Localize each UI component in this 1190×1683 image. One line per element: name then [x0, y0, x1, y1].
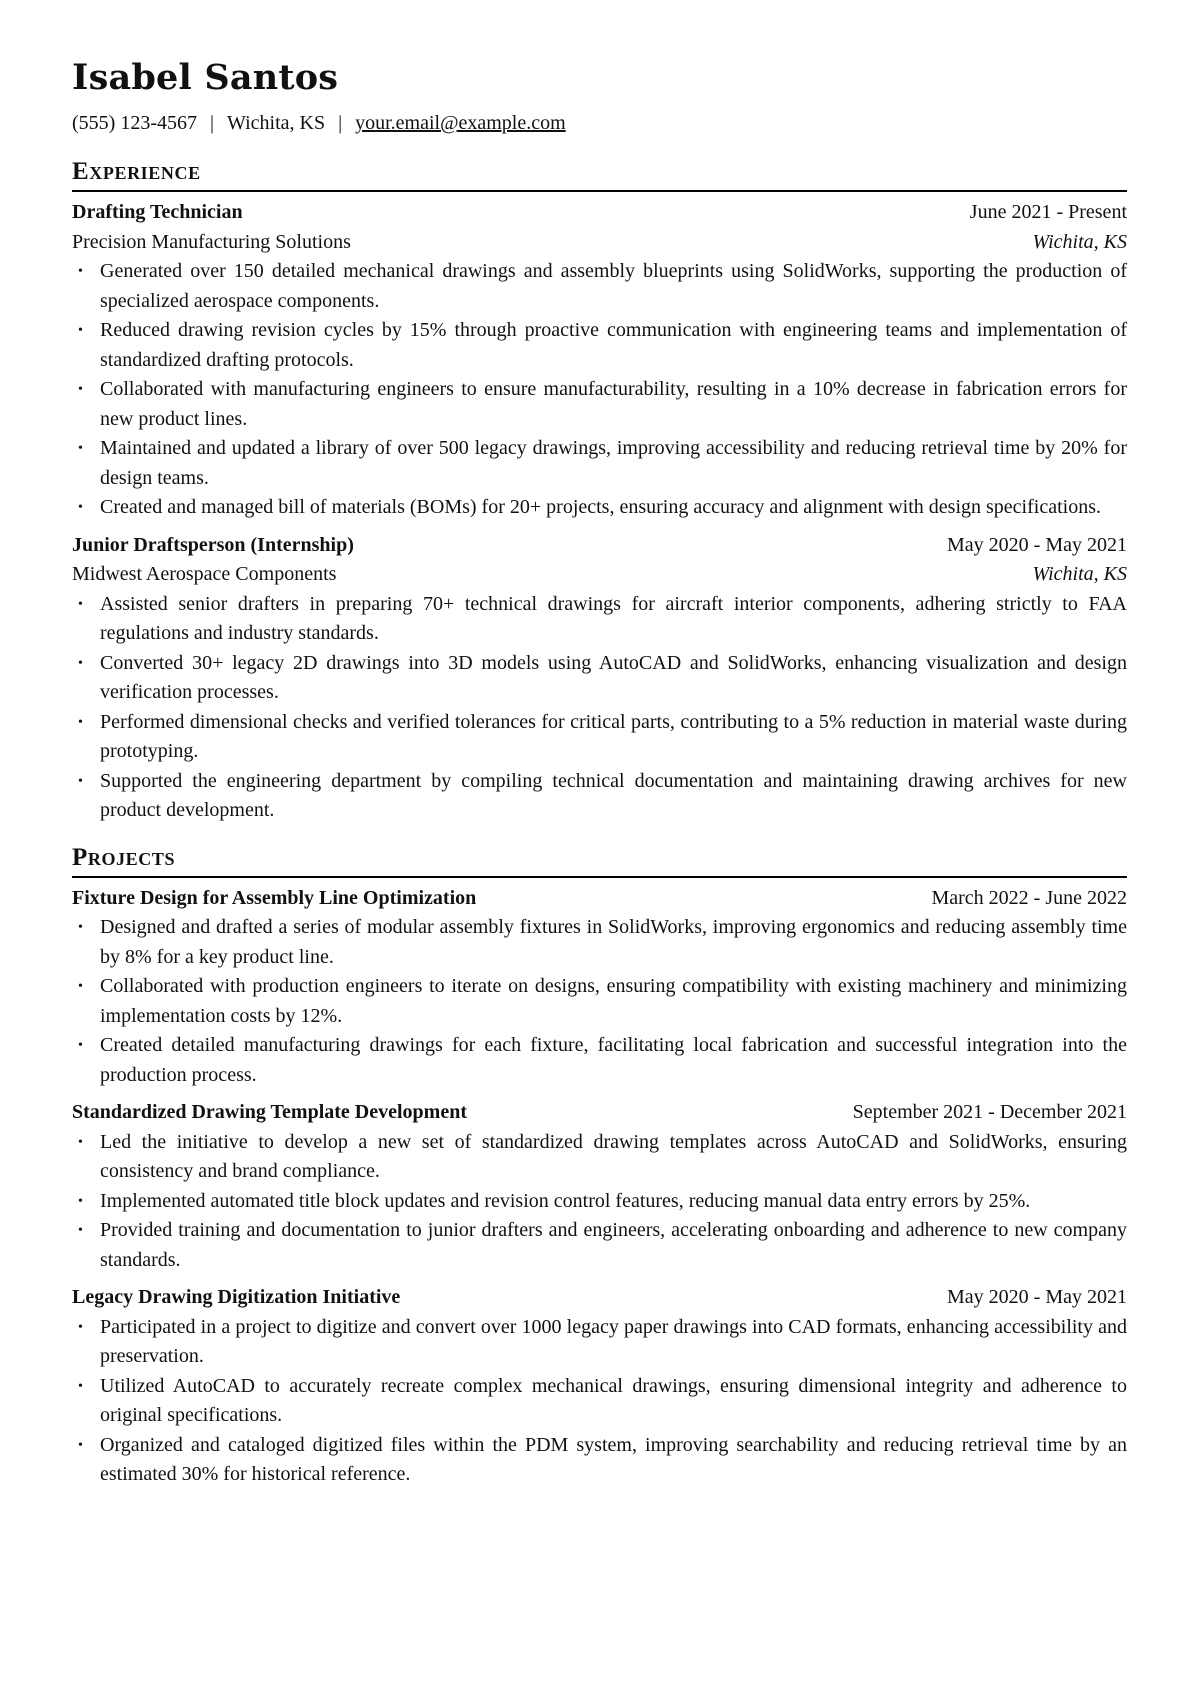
list-item [72, 972, 1127, 1031]
section-title-projects: Projects [72, 843, 176, 871]
projects-section [72, 844, 1127, 1490]
project-dates: September 2021 - December 2021 [852, 1101, 1127, 1123]
bullet-icon: • [78, 979, 83, 994]
experience-section [72, 158, 1127, 826]
list-item [72, 1187, 1127, 1217]
bullet-text: Maintained and updated a library of over 500 legacy drawings, improving accessibility and reducing retrieval time by 20% for design teams. [100, 437, 1127, 489]
list-item [72, 375, 1127, 434]
bullet-text: Provided training and documentation to junior drafters and engineers, accelerating onboarding and adherence to new company standards. [100, 1219, 1127, 1271]
bullet-icon: • [78, 920, 83, 935]
bullet-text: Converted 30+ legacy 2D drawings into 3D models using AutoCAD and SolidWorks, enhancing visualization and design verification processes. [100, 651, 1127, 703]
bullet-text: Reduced drawing revision cycles by 15% through proactive communication with engineering teams and implementation of standardized drafting protocols. [100, 319, 1127, 371]
list-item [72, 257, 1127, 316]
bullet-text: Utilized AutoCAD to accurately recreate complex mechanical drawings, ensuring dimensional integrity and adherence to original specifications. [100, 1374, 1127, 1426]
bullet-icon: • [78, 441, 83, 456]
bullet-icon: • [78, 1319, 83, 1335]
list-item [72, 1216, 1127, 1275]
bullet-icon: • [78, 1223, 83, 1238]
bullet-list [72, 913, 1127, 1090]
company-name: Midwest Aerospace Components [72, 563, 337, 585]
list-item [72, 1031, 1127, 1090]
bullet-text: Assisted senior drafters in preparing 70+ technical drawings for aircraft interior components, adhering strictly to FAA regulations and industry standards. [100, 592, 1127, 644]
bullet-text: Generated over 150 detailed mechanical drawings and assembly blueprints using SolidWorks, supporting the production of specialized aerospace components. [100, 260, 1127, 312]
list-item [72, 767, 1127, 826]
bullet-icon: • [78, 500, 83, 515]
bullet-text: Collaborated with production engineers to iterate on designs, ensuring compatibility with existing machinery and minimizing implementation costs by 12%. [100, 975, 1127, 1027]
bullet-icon: • [78, 1378, 83, 1394]
project-name: Standardized Drawing Template Development [72, 1101, 467, 1123]
bullet-icon: • [78, 264, 83, 279]
separator: | [338, 112, 343, 134]
list-item [72, 1431, 1127, 1490]
bullet-icon: • [78, 655, 83, 671]
project-dates: May 2020 - May 2021 [947, 1286, 1127, 1308]
project-dates: March 2022 - June 2022 [931, 886, 1127, 909]
bullet-icon: • [78, 323, 83, 338]
candidate-name: Isabel Santos [72, 57, 339, 98]
phone-number: (555) 123-4567 [72, 112, 197, 134]
bullet-list [72, 1128, 1127, 1276]
bullet-list [72, 257, 1127, 523]
bullet-text: Led the initiative to develop a new set of standardized drawing templates across AutoCAD and SolidWorks, ensuring consistency and brand compliance. [100, 1130, 1127, 1182]
bullet-icon: • [78, 1134, 83, 1150]
list-item [72, 649, 1127, 708]
list-item [72, 590, 1127, 649]
bullet-text: Created and managed bill of materials (BOMs) for 20+ projects, ensuring accuracy and alignment with design specifications. [100, 496, 1101, 518]
project-name: Fixture Design for Assembly Line Optimization [72, 886, 477, 909]
bullet-text: Organized and cataloged digitized files within the PDM system, improving searchability and reducing retrieval time by an estimated 30% for historical reference. [100, 1433, 1127, 1485]
experience-entry [72, 198, 1127, 523]
list-item [72, 913, 1127, 972]
bullet-text: Collaborated with manufacturing engineers to ensure manufacturability, resulting in a 10% decrease in fabrication errors for new product lines. [100, 378, 1127, 430]
bullet-list [72, 590, 1127, 826]
bullet-icon: • [78, 1437, 83, 1453]
section-title-experience: Experience [72, 158, 201, 185]
bullet-icon: • [78, 773, 83, 789]
bullet-list [72, 1313, 1127, 1490]
bullet-text: Performed dimensional checks and verified tolerances for critical parts, contributing to a 5% reduction in material waste during prototyping. [100, 710, 1127, 762]
job-dates: May 2020 - May 2021 [947, 533, 1127, 556]
bullet-icon: • [78, 596, 83, 612]
project-entry [72, 884, 1127, 1091]
job-dates: June 2021 - Present [969, 201, 1127, 223]
bullet-text: Implemented automated title block updates and revision control features, reducing manual data entry errors by 25%. [100, 1189, 1031, 1212]
project-entry [72, 1283, 1127, 1490]
experience-entry [72, 531, 1127, 826]
project-name: Legacy Drawing Digitization Initiative [72, 1286, 401, 1308]
list-item [72, 493, 1127, 523]
bullet-icon: • [78, 1193, 83, 1209]
company-name: Precision Manufacturing Solutions [72, 230, 351, 253]
project-entry [72, 1098, 1127, 1275]
separator: | [209, 112, 214, 134]
job-title: Drafting Technician [72, 201, 243, 223]
bullet-text: Designed and drafted a series of modular assembly fixtures in SolidWorks, improving ergonomics and reducing assembly time by 8% for a key product line. [100, 916, 1127, 968]
list-item [72, 1372, 1127, 1431]
list-item [72, 1313, 1127, 1372]
bullet-text: Participated in a project to digitize and convert over 1000 legacy paper drawings into CAD formats, enhancing accessibility and preservation. [100, 1315, 1127, 1367]
location: Wichita, KS [227, 112, 326, 134]
job-location: Wichita, KS [1032, 563, 1127, 585]
section-divider [72, 190, 1127, 192]
list-item [72, 316, 1127, 375]
job-location: Wichita, KS [1032, 230, 1127, 253]
bullet-icon: • [78, 382, 83, 397]
list-item [72, 434, 1127, 493]
contact-line [72, 110, 1127, 136]
bullet-text: Created detailed manufacturing drawings for each fixture, facilitating local fabrication and successful integration into the production process. [100, 1034, 1127, 1086]
email-link[interactable]: your.email@example.com [355, 112, 566, 134]
list-item [72, 1128, 1127, 1187]
job-title: Junior Draftsperson (Internship) [72, 533, 354, 556]
section-divider [72, 876, 1127, 878]
bullet-text: Supported the engineering department by compiling technical documentation and maintaining drawing archives for new product development. [100, 769, 1127, 821]
bullet-icon: • [78, 1038, 83, 1053]
resume-page [72, 56, 1127, 1498]
bullet-icon: • [78, 714, 83, 730]
list-item [72, 708, 1127, 767]
